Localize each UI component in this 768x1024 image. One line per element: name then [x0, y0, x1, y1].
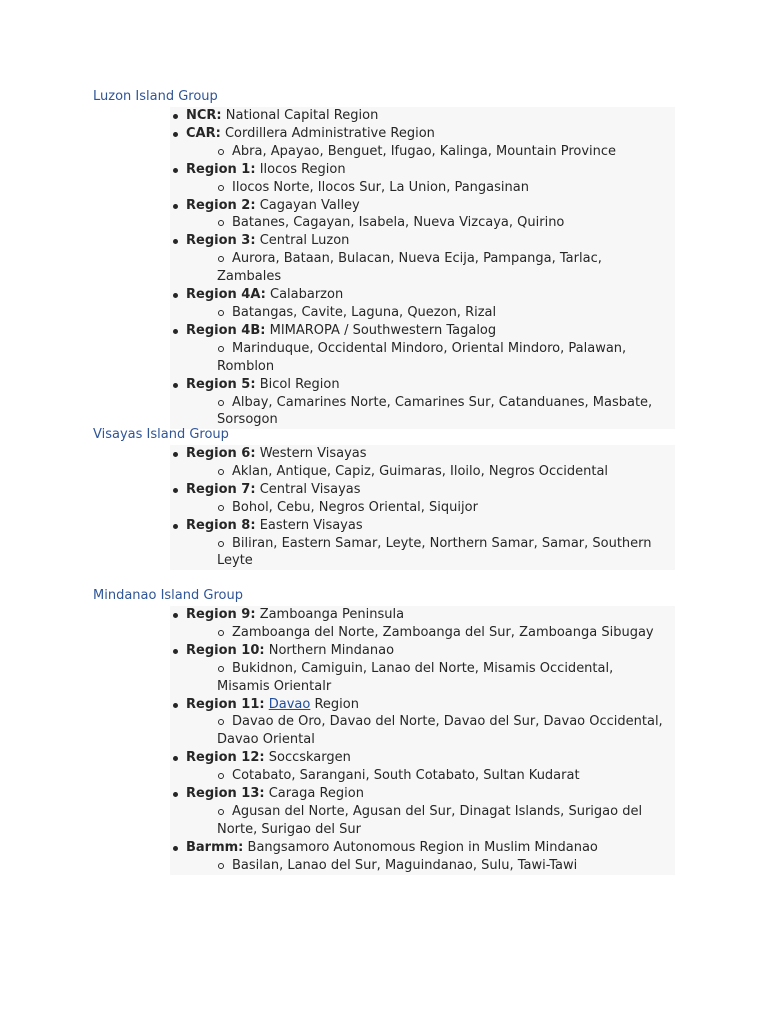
region-name: Western Visayas: [259, 446, 367, 461]
province-list: Davao de Oro, Davao del Norte, Davao del Sur, Davao Occidental, Davao Oriental: [217, 714, 663, 748]
region-name: MIMAROPA / Southwestern Tagalog: [269, 322, 497, 338]
province-list-item: [170, 857, 675, 875]
circle-bullet-icon: [218, 256, 224, 262]
province-list-item: [170, 340, 675, 376]
bullet-icon: [173, 114, 178, 119]
region-item: [170, 107, 675, 125]
province-list-item: [170, 767, 675, 785]
region-name: Northern Mindanao: [268, 642, 395, 658]
region-item: [170, 785, 675, 839]
region-item: [170, 517, 675, 571]
region-code: NCR:: [186, 108, 222, 123]
province-list-item: [170, 535, 675, 571]
province-list-item: [170, 463, 675, 481]
region-name: Cagayan Valley: [259, 197, 360, 213]
province-list-item: [170, 214, 675, 232]
region-name: National Capital Region: [225, 108, 379, 123]
region-item: [170, 839, 675, 875]
region-name: Bangsamoro Autonomous Region in Muslim Mindanao: [247, 839, 598, 855]
circle-bullet-icon: [218, 185, 224, 191]
region-code: Region 13:: [186, 786, 265, 802]
region-item: [170, 445, 675, 481]
province-list: Marinduque, Occidental Mindoro, Oriental Mindoro, Palawan, Romblon: [217, 340, 627, 374]
province-list: Batangas, Cavite, Laguna, Quezon, Rizal: [232, 304, 497, 320]
region-code: Region 5:: [186, 376, 256, 392]
bullet-icon: [173, 239, 178, 244]
region-item: [170, 322, 675, 376]
circle-bullet-icon: [218, 346, 224, 352]
region-code: Region 3:: [186, 233, 256, 249]
region-item: [170, 376, 675, 430]
province-list: Zamboanga del Norte, Zamboanga del Sur, Zamboanga Sibugay: [232, 624, 654, 640]
bullet-icon: [173, 613, 178, 618]
province-list: Albay, Camarines Norte, Camarines Sur, Catanduanes, Masbate, Sorsogon: [217, 394, 653, 428]
region-code: Region 8:: [186, 517, 256, 533]
bullet-icon: [173, 488, 178, 493]
province-list: Batanes, Cagayan, Isabela, Nueva Vizcaya, Quirino: [232, 215, 565, 231]
region-item: [170, 161, 675, 197]
province-list-item: [170, 394, 675, 430]
province-list-item: [170, 143, 675, 161]
region-code: Region 9:: [186, 607, 256, 622]
circle-bullet-icon: [218, 220, 224, 226]
region-item: [170, 197, 675, 233]
region-code: Region 11:: [186, 696, 265, 712]
region-list: [170, 107, 675, 429]
province-list-item: [170, 660, 675, 696]
group-heading: Luzon Island Group: [93, 89, 218, 104]
province-list: Bohol, Cebu, Negros Oriental, Siquijor: [232, 499, 478, 515]
region-item: [170, 232, 675, 286]
circle-bullet-icon: [218, 809, 224, 815]
region-name: Zamboanga Peninsula: [259, 607, 405, 622]
bullet-icon: [173, 132, 178, 137]
region-name: Central Visayas: [259, 481, 361, 497]
region-list: [170, 445, 675, 570]
bullet-icon: [173, 293, 178, 298]
province-list: Cotabato, Sarangani, South Cotabato, Sultan Kudarat: [232, 768, 580, 784]
region-code: CAR:: [186, 125, 221, 141]
bullet-icon: [173, 452, 178, 457]
province-list-item: [170, 499, 675, 517]
province-list-item: [170, 624, 675, 642]
circle-bullet-icon: [218, 505, 224, 511]
region-code: Region 1:: [186, 161, 256, 177]
circle-bullet-icon: [218, 773, 224, 779]
region-name: Cordillera Administrative Region: [224, 125, 435, 141]
province-list: Ilocos Norte, Ilocos Sur, La Union, Pangasinan: [232, 179, 529, 195]
region-item: [170, 481, 675, 517]
province-list: Biliran, Eastern Samar, Leyte, Northern Samar, Samar, Southern Leyte: [217, 535, 652, 569]
region-item: [170, 696, 675, 750]
circle-bullet-icon: [218, 541, 224, 547]
region-item: [170, 125, 675, 161]
bullet-icon: [173, 846, 178, 851]
bullet-icon: [173, 524, 178, 529]
province-list-item: [170, 803, 675, 839]
province-list: Basilan, Lanao del Sur, Maguindanao, Sulu, Tawi-Tawi: [232, 857, 578, 873]
group-heading: Mindanao Island Group: [93, 588, 243, 603]
region-item: [170, 642, 675, 696]
bullet-icon: [173, 792, 178, 797]
region-item: [170, 749, 675, 785]
circle-bullet-icon: [218, 310, 224, 316]
region-code: Region 4B:: [186, 322, 266, 338]
province-list: Aklan, Antique, Capiz, Guimaras, Iloilo, Negros Occidental: [232, 463, 609, 479]
region-code: Region 4A:: [186, 287, 266, 303]
circle-bullet-icon: [218, 630, 224, 636]
region-code: Region 2:: [186, 197, 256, 213]
region-code: Barmm:: [186, 839, 244, 855]
region-name: Bicol Region: [259, 376, 340, 392]
region-code: Region 12:: [186, 750, 265, 766]
region-code: Region 6:: [186, 446, 256, 461]
region-name-suffix: Region: [310, 696, 359, 712]
bullet-icon: [173, 703, 178, 708]
circle-bullet-icon: [218, 863, 224, 869]
davao-link[interactable]: Davao: [268, 696, 311, 712]
region-name: Central Luzon: [259, 233, 350, 249]
province-list-item: [170, 713, 675, 749]
circle-bullet-icon: [218, 469, 224, 475]
circle-bullet-icon: [218, 666, 224, 672]
region-list: [170, 606, 675, 875]
province-list: Bukidnon, Camiguin, Lanao del Norte, Misamis Occidental, Misamis Orientalr: [217, 660, 614, 694]
region-name: Ilocos Region: [259, 161, 346, 177]
bullet-icon: [173, 756, 178, 761]
circle-bullet-icon: [218, 149, 224, 155]
province-list: Agusan del Norte, Agusan del Sur, Dinagat Islands, Surigao del Norte, Surigao del Sur: [217, 803, 643, 837]
region-code: Region 7:: [186, 481, 256, 497]
province-list-item: [170, 304, 675, 322]
bullet-icon: [173, 649, 178, 654]
province-list-item: [170, 250, 675, 286]
province-list-item: [170, 179, 675, 197]
region-name: Calabarzon: [270, 287, 344, 303]
region-item: [170, 606, 675, 642]
bullet-icon: [173, 168, 178, 173]
bullet-icon: [173, 329, 178, 334]
region-name: Eastern Visayas: [259, 517, 363, 533]
group-heading: Visayas Island Group: [93, 427, 229, 442]
bullet-icon: [173, 383, 178, 388]
region-item: [170, 286, 675, 322]
circle-bullet-icon: [218, 719, 224, 725]
region-code: Region 10:: [186, 642, 265, 658]
province-list: Abra, Apayao, Benguet, Ifugao, Kalinga, Mountain Province: [232, 143, 617, 159]
province-list: Aurora, Bataan, Bulacan, Nueva Ecija, Pampanga, Tarlac, Zambales: [217, 251, 602, 285]
bullet-icon: [173, 204, 178, 209]
region-name: Soccskargen: [268, 750, 351, 766]
region-name: Caraga Region: [268, 786, 364, 802]
circle-bullet-icon: [218, 400, 224, 406]
